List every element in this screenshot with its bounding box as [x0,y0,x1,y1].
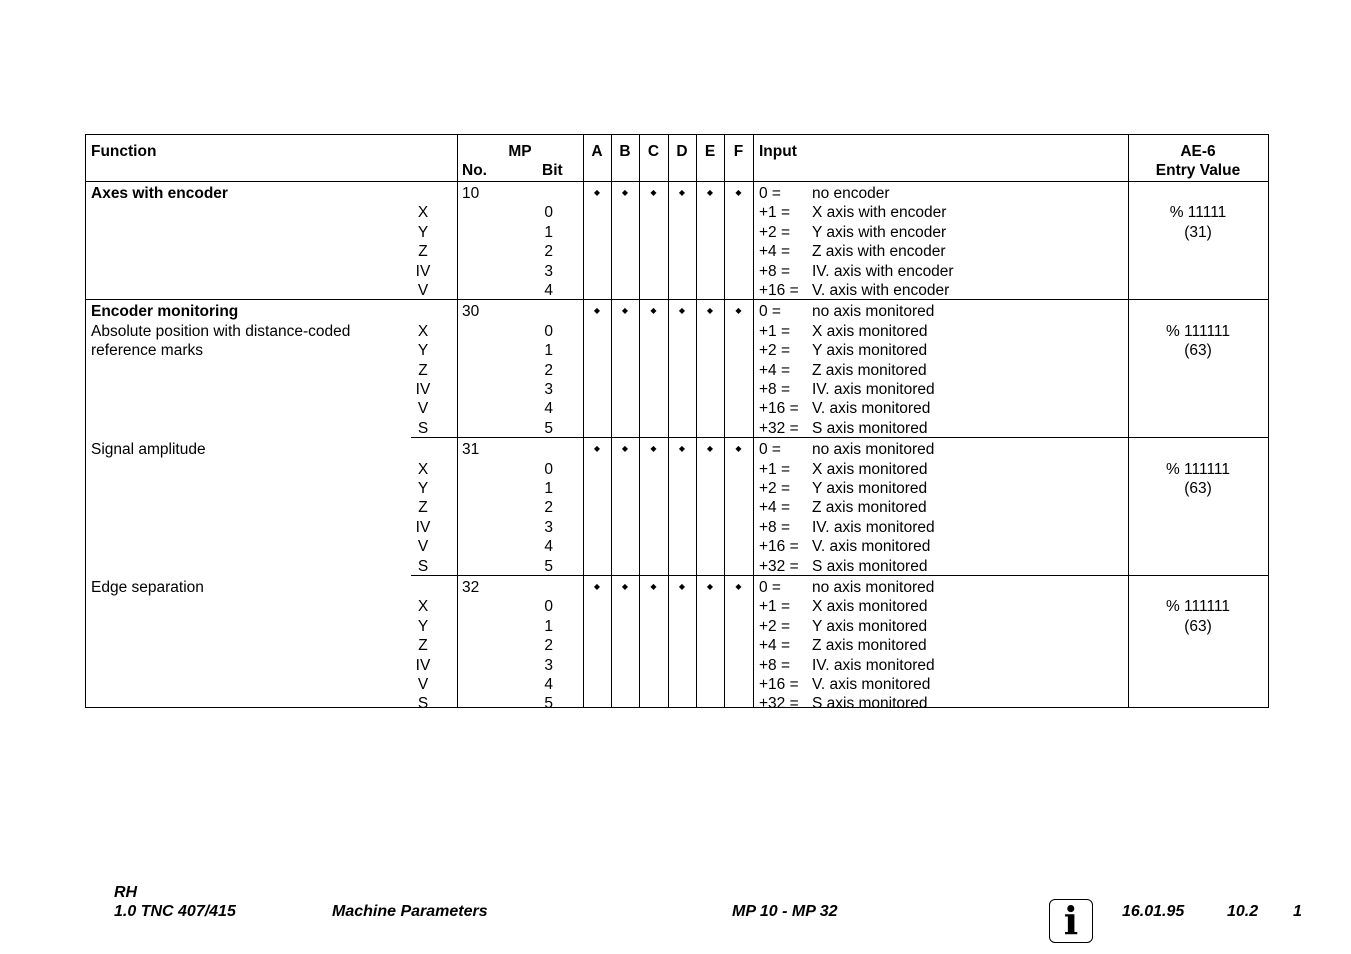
input-code: 0 = [759,441,781,459]
column-divider [753,135,754,707]
input-description: no axis monitored [812,303,935,321]
input-code: +2 = [759,342,791,360]
input-code: 0 = [759,579,781,596]
bit-number: 1 [544,617,553,635]
footer-chapter: 10.2 [1227,903,1259,920]
section-description: reference marks [91,342,203,360]
input-description: X axis monitored [812,322,928,340]
input-description: Z axis monitored [812,499,927,517]
input-description: Y axis monitored [812,617,928,635]
entry-value: % 11111 [1169,204,1227,222]
section-title: Edge separation [91,579,204,596]
footer-page: 1 [1293,903,1302,920]
axis-label: X [417,598,429,616]
input-description: no axis monitored [812,441,935,459]
applicability-marker: ◆ [706,582,714,591]
applicability-marker: ◆ [621,582,629,591]
column-divider [583,135,584,707]
axis-label: Z [418,499,428,517]
input-description: no axis monitored [812,579,935,596]
input-description: IV. axis monitored [812,381,935,398]
input-code: 0 = [759,185,781,202]
axis-label: S [417,419,429,437]
header-divider [86,181,1268,182]
header-mp: MP [508,143,532,160]
column-divider [639,135,640,707]
header-entry-value: Entry Value [1155,162,1241,179]
header-bit: Bit [542,162,563,179]
applicability-marker: ◆ [621,444,629,454]
applicability-marker: ◆ [735,444,742,454]
bit-number: 4 [544,538,553,556]
axis-label: IV [415,381,431,398]
section-title: Signal amplitude [91,441,206,459]
input-code: +4 = [759,361,791,379]
applicability-marker: ◆ [735,582,742,591]
input-description: S axis monitored [812,557,928,575]
input-description: Z axis monitored [812,637,927,655]
input-code: +8 = [759,518,791,536]
machine-parameter-table [85,134,1269,713]
bit-number: 5 [544,419,553,437]
axis-label: Y [417,617,429,635]
footer-section: Machine Parameters [332,903,488,920]
info-icon: i [1049,899,1093,943]
mp-number: 30 [462,303,480,321]
applicability-marker: ◆ [706,188,714,197]
input-description: X axis with encoder [812,204,947,222]
footer-rh: RH [114,884,138,901]
column-divider [1128,135,1129,707]
applicability-marker: ◆ [593,306,601,316]
input-code: +8 = [759,381,791,398]
input-code: +16 = [759,676,799,693]
applicability-marker: ◆ [621,306,629,316]
column-divider [724,135,725,707]
applicability-marker: ◆ [593,188,601,197]
bit-number: 5 [544,557,553,575]
header-col-a: A [591,143,603,160]
input-description: no encoder [812,185,890,202]
bit-number: 3 [544,381,553,398]
applicability-marker: ◆ [621,188,629,197]
axis-label: Y [417,342,429,360]
entry-value: % 111111 [1165,598,1231,616]
input-code: +1 = [759,598,791,616]
applicability-marker: ◆ [650,444,657,454]
section-divider [86,299,1268,300]
bit-number: 1 [544,223,553,241]
applicability-marker: ◆ [735,188,742,197]
column-divider [668,135,669,707]
column-divider [611,135,612,707]
input-code: +8 = [759,656,791,674]
bit-number: 3 [544,656,553,674]
entry-value: (63) [1184,480,1212,497]
applicability-marker: ◆ [593,582,601,591]
input-code: +32 = [759,695,799,713]
input-description: IV. axis monitored [812,518,935,536]
entry-value: (31) [1184,223,1212,241]
input-description: Z axis monitored [812,361,927,379]
applicability-marker: ◆ [678,306,686,316]
applicability-marker: ◆ [678,188,686,197]
axis-label: S [417,695,429,713]
applicability-marker: ◆ [650,582,657,591]
input-code: +1 = [759,204,791,222]
input-description: X axis monitored [812,460,928,478]
input-code: +8 = [759,262,791,280]
axis-label: Z [418,361,428,379]
column-divider [696,135,697,707]
bit-number: 4 [544,282,553,299]
input-description: Y axis monitored [812,342,928,360]
header-col-e: E [704,143,716,160]
axis-label: S [417,557,429,575]
input-description: V. axis with encoder [812,282,950,299]
mp-number: 10 [462,185,480,202]
bit-number: 2 [544,637,553,655]
bit-number: 4 [544,400,553,418]
axis-label: Y [417,223,429,241]
input-code: +1 = [759,460,791,478]
bit-number: 0 [544,460,553,478]
axis-label: V [417,676,429,693]
axis-label: X [417,322,429,340]
applicability-marker: ◆ [735,306,742,316]
axis-label: IV [415,656,431,674]
bit-number: 3 [544,518,553,536]
axis-label: V [417,282,429,299]
applicability-marker: ◆ [650,306,657,316]
input-code: +4 = [759,243,791,261]
applicability-marker: ◆ [650,188,657,197]
footer-range: MP 10 - MP 32 [732,903,838,920]
axis-label: X [417,204,429,222]
input-description: IV. axis with encoder [812,262,954,280]
axis-label: V [417,538,429,556]
input-code: +16 = [759,282,799,299]
bit-number: 0 [544,322,553,340]
bit-number: 2 [544,361,553,379]
bit-number: 5 [544,695,553,713]
input-code: +2 = [759,223,791,241]
input-description: Y axis monitored [812,480,928,497]
axis-label: IV [415,518,431,536]
entry-value: % 111111 [1165,460,1231,478]
bit-number: 2 [544,499,553,517]
axis-label: IV [415,262,431,280]
input-description: V. axis monitored [812,676,931,693]
axis-label: Z [418,243,428,261]
header-input: Input [759,143,797,160]
section-title: Encoder monitoring [91,303,239,321]
header-col-b: B [619,143,631,160]
input-description: S axis monitored [812,419,928,437]
bit-number: 0 [544,204,553,222]
applicability-marker: ◆ [593,444,601,454]
applicability-marker: ◆ [678,582,686,591]
entry-value: (63) [1184,617,1212,635]
applicability-marker: ◆ [678,444,686,454]
column-divider [457,135,458,707]
input-code: +2 = [759,617,791,635]
input-code: +32 = [759,557,799,575]
input-code: +2 = [759,480,791,497]
entry-value: (63) [1184,342,1212,360]
mp-number: 32 [462,579,480,596]
input-description: S axis monitored [812,695,928,713]
entry-value: % 111111 [1165,322,1231,340]
section-description: Absolute position with distance-coded [91,322,351,340]
header-function: Function [91,143,157,160]
header-col-c: C [647,143,660,160]
header-col-f: F [733,143,744,160]
applicability-marker: ◆ [706,444,714,454]
axis-label: V [417,400,429,418]
input-code: +16 = [759,400,799,418]
axis-label: Z [418,637,428,655]
header-ae6: AE-6 [1180,143,1216,160]
bit-number: 1 [544,342,553,360]
input-code: +1 = [759,322,791,340]
input-code: +32 = [759,419,799,437]
bit-number: 0 [544,598,553,616]
axis-label: Y [417,480,429,497]
bit-number: 1 [544,480,553,497]
header-no: No. [462,162,487,179]
bit-number: 2 [544,243,553,261]
mp-number: 31 [462,441,480,459]
input-code: +4 = [759,499,791,517]
input-description: IV. axis monitored [812,656,935,674]
input-code: +16 = [759,538,799,556]
input-description: Z axis with encoder [812,243,946,261]
input-description: Y axis with encoder [812,223,947,241]
footer-version: 1.0 TNC 407/415 [114,903,236,920]
bit-number: 3 [544,262,553,280]
input-description: X axis monitored [812,598,928,616]
input-description: V. axis monitored [812,400,931,418]
header-col-d: D [676,143,688,160]
footer-date: 16.01.95 [1122,903,1185,920]
section-divider [411,437,1268,438]
section-divider [411,575,1268,576]
bit-number: 4 [544,676,553,693]
input-description: V. axis monitored [812,538,931,556]
axis-label: X [417,460,429,478]
input-code: 0 = [759,303,781,321]
applicability-marker: ◆ [706,306,714,316]
section-title: Axes with encoder [91,185,228,202]
input-code: +4 = [759,637,791,655]
